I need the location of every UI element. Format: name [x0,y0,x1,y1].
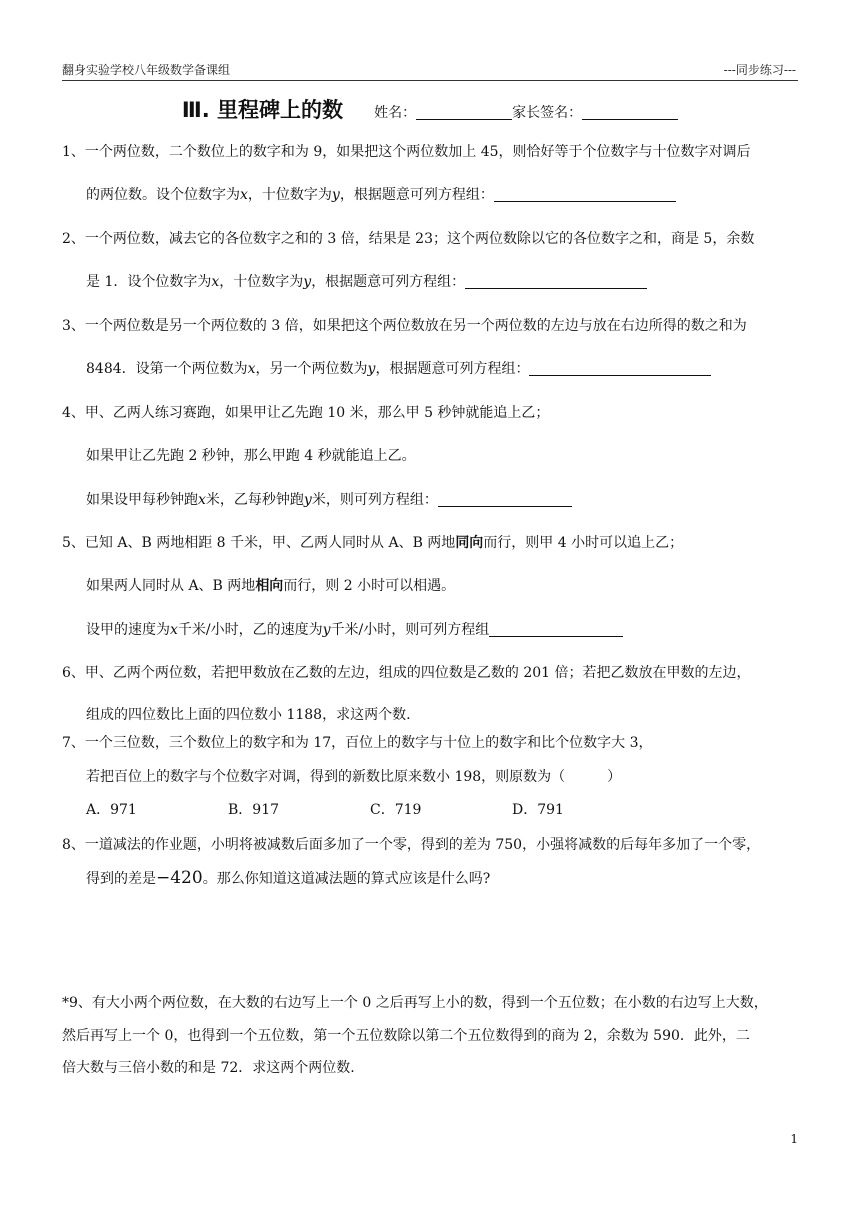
q4-answer-blank [438,492,572,507]
q7-option-a: A．971 [86,802,137,818]
q4-line-1: 4、甲、乙两人练习赛跑，如果甲让乙先跑 10 米，那么甲 5 秒钟就能追上乙； [62,405,550,421]
q5-line-2: 如果两人同时从 A、B 两地相向而行，则 2 小时可以相遇。 [86,578,456,594]
q7-option-d: D．791 [512,802,564,818]
q5-answer-blank [489,622,623,637]
header-left: 翻身实验学校八年级数学备课组 [62,63,231,77]
q8-line-2: 得到的差是−420。那么你知道这道减法题的算式应该是什么吗? [86,868,491,888]
q6-line-1: 6、甲、乙两个两位数，若把甲数放在乙数的左边，组成的四位数是乙数的 201 倍；若把乙数放在甲数的左边， [62,665,751,681]
var-x: x [247,361,256,377]
q6-line-2: 组成的四位数比上面的四位数小 1188，求这两个数. [86,707,411,723]
q8-line-1: 8、一道减法的作业题，小明将被减数后面多加了一个零，得到的差为 750，小强将减数的后每年多加了一个零， [62,837,761,853]
q7-line-2: 若把百位上的数字与个位数字对调，得到的新数比原来数小 198，则原数为（ ） [86,769,622,785]
q2-line-2: 是 1．设个位数字为x，十位数字为y，根据题意可列方程组： [86,272,647,292]
q1-line-1: 1、一个两位数，二个数位上的数字和为 9，如果把这个两位数加上 45，则恰好等于个位数字与十位数字对调后 [62,144,751,160]
parent-signature-label: 家长签名： [512,105,583,121]
page-number: 1 [790,1132,798,1146]
q9-line-2: 然后再写上一个 0，也得到一个五位数，第一个五位数除以第二个五位数得到的商为 2，余数为 590．此外，二 [62,1028,750,1044]
q3-line-2: 8484．设第一个两位数为x，另一个两位数为y，根据题意可列方程组： [86,359,711,379]
var-y: y [303,274,312,290]
q7-options [86,800,654,820]
same-direction-emphasis: 同向 [455,535,484,551]
name-blank [416,105,512,120]
name-label: 姓名： [374,105,417,121]
q7-option-b: B．917 [228,802,280,818]
q1-answer-blank [494,187,676,202]
var-y: y [367,361,376,377]
title-row [0,94,860,124]
header-rule [62,80,798,81]
q5-line-3: 设甲的速度为x千米/小时，乙的速度为y千米/小时，则可列方程组 [86,620,623,640]
q8-difference-value: −420 [156,868,203,888]
q2-line-1: 2、一个两位数，减去它的各位数字之和的 3 倍，结果是 23；这个两位数除以它的各位数字之和，商是 5，余数 [62,231,755,247]
q4-line-3: 如果设甲每秒钟跑x米，乙每秒钟跑y米，则可列方程组： [86,490,572,510]
page-title: Ⅲ. 里程碑上的数 [181,98,344,122]
q9-line-1: *9、有大小两个两位数，在大数的右边写上一个 0 之后再写上小的数，得到一个五位数；在小数的右边写上大数， [62,995,768,1011]
q1-line-2: 的两位数。设个位数字为x，十位数字为y，根据题意可列方程组： [86,185,676,205]
q7-option-c: C．719 [370,802,422,818]
var-x: x [198,492,206,508]
opposite-direction-emphasis: 相向 [255,578,284,594]
parent-signature-blank [582,105,678,120]
q3-answer-blank [529,361,711,376]
var-y: y [303,492,312,508]
q9-line-3: 倍大数与三倍小数的和是 72．求这两个两位数. [62,1060,355,1076]
q4-line-2: 如果甲让乙先跑 2 秒钟，那么甲跑 4 秒就能追上乙。 [86,448,416,464]
var-y: y [331,187,340,203]
header-right: ---同步练习--- [723,63,796,77]
var-x: x [240,187,248,203]
var-y: y [322,622,331,638]
q7-line-1: 7、一个三位数，三个数位上的数字和为 17，百位上的数字与十位上的数字和比个位数字大 3， [62,735,653,751]
q2-answer-blank [465,274,647,289]
var-x: x [211,274,220,290]
q3-line-1: 3、一个两位数是另一个两位数的 3 倍，如果把这个两位数放在另一个两位数的左边与放在右边所得的数之和为 [62,318,747,334]
var-x: x [170,622,178,638]
q5-line-1: 5、已知 A、B 两地相距 8 千米，甲、乙两人同时从 A、B 两地同向而行，则甲 4 小时可以追上乙； [62,535,684,551]
